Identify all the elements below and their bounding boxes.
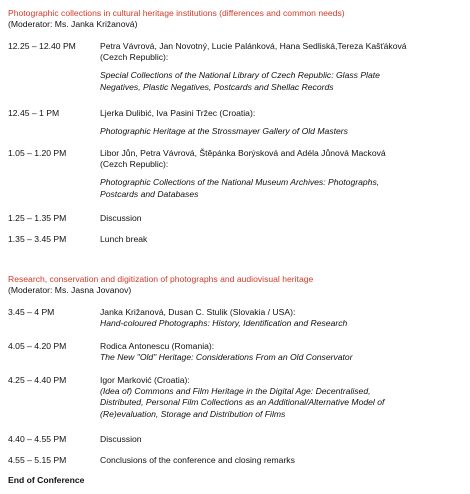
section-moderator: (Moderator: Ms. Jasna Jovanov)	[8, 285, 132, 295]
session-time: 4.25 – 4.40 PM	[8, 375, 67, 385]
session-talk: Postcards and Databases	[100, 188, 199, 199]
session-content	[100, 375, 464, 420]
session-time: 3.45 – 4 PM	[8, 307, 55, 317]
section-title: Research, conservation and digitization of photographs and audiovisual heritage	[8, 274, 314, 284]
session-talk: Photographic Heritage at the Strossmayer Gallery of Old Masters	[100, 126, 348, 137]
session-talk: Hand-coloured Photographs: History, Identification and Research	[100, 318, 348, 329]
session-time: 1.35 – 3.45 PM	[8, 234, 67, 244]
session-talk: (Re)evaluation, Storage and Distribution of Films	[100, 408, 286, 419]
session-talk: (Idea of) Commons and Film Heritage in the Digital Age: Decentralised,	[100, 386, 371, 397]
session-speakers: (Cezch Republic):	[100, 52, 169, 63]
section-title: Photographic collections in cultural heritage institutions (differences and common needs)	[8, 8, 345, 18]
session-speakers: Rodica Antonescu (Romania):	[100, 341, 215, 351]
session-time: 4.40 – 4.55 PM	[8, 434, 67, 444]
session-content	[100, 234, 464, 245]
session-content	[100, 341, 464, 363]
session-content	[100, 434, 464, 445]
session-speakers: Ljerka Dulibić, Iva Pasini Tržec (Croatia):	[100, 108, 256, 118]
session-time: 4.55 – 5.15 PM	[8, 455, 67, 465]
session-time: 4.05 – 4.20 PM	[8, 341, 67, 351]
session-speakers: Conclusions of the conference and closing remarks	[100, 455, 295, 465]
session-speakers: Igor Marković (Croatia):	[100, 375, 190, 385]
session-content	[100, 41, 464, 93]
session-content	[100, 213, 464, 224]
session-talk: Distributed, Personal Film Collections as an Additional/Alternative Model of	[100, 397, 385, 408]
session-talk: Negatives, Plastic Negatives, Postcards and Shellac Records	[100, 81, 334, 92]
session-speakers: Janka Križanová, Dusan C. Stulik (Slovakia / USA):	[100, 307, 296, 317]
session-speakers: Petra Vávrová, Jan Novotný, Lucie Palánková, Hana Sedliská,Tereza Kašťáková	[100, 41, 407, 51]
session-speakers: (Cezch Republic):	[100, 159, 169, 170]
session-content	[100, 307, 464, 329]
section-moderator: (Moderator: Ms. Janka Križanová)	[8, 19, 138, 29]
session-speakers: Lunch break	[100, 234, 148, 244]
session-time: 1.05 – 1.20 PM	[8, 148, 67, 158]
session-content	[100, 108, 464, 137]
session-speakers: Libor Jůn, Petra Vávrová, Štěpánka Borýsková and Adéla Jůnová Macková	[100, 148, 386, 158]
session-talk: Photographic Collections of the National Museum Archives: Photographs,	[100, 177, 380, 188]
session-time: 12.45 – 1 PM	[8, 108, 60, 118]
session-talk: The New "Old" Heritage: Considerations From an Old Conservator	[100, 352, 353, 363]
session-talk: Special Collections of the National Library of Czech Republic: Glass Plate	[100, 70, 380, 81]
session-speakers: Discussion	[100, 213, 142, 223]
session-speakers: Discussion	[100, 434, 142, 444]
session-content	[100, 455, 464, 466]
session-time: 1.25 – 1.35 PM	[8, 213, 67, 223]
session-content	[100, 148, 464, 200]
end-of-conference: End of Conference	[8, 475, 85, 485]
session-time: 12.25 – 12.40 PM	[8, 41, 76, 51]
